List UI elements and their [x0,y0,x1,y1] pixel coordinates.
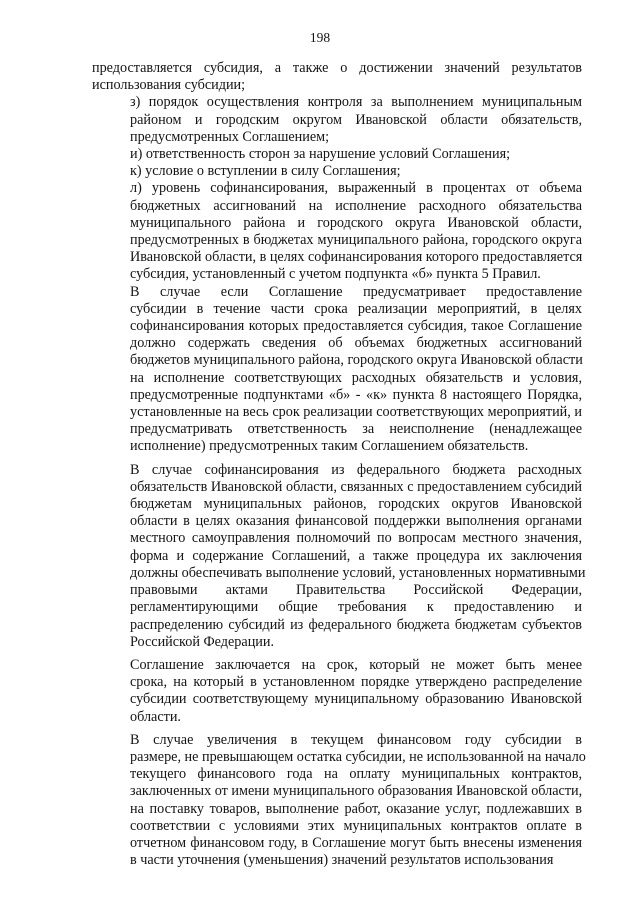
text-line: соответствии с условиями этих муниципальных контрактов оплате в [130,817,582,834]
text-line: В случае если Соглашение предусматривает предоставление [130,283,582,300]
paragraph [92,60,582,94]
text-line: районом и городским округом Ивановской области обязательств, [130,111,582,128]
paragraph [92,657,582,726]
text-line: В случае софинансирования из федерального бюджета расходных [130,461,582,478]
page-number: 198 [309,30,331,45]
text-line: муниципального района и городского округа Ивановской области, [130,214,582,231]
text-line: предусмотренных Соглашением; [130,128,330,145]
text-line: на исполнение соответствующих расходных обязательств и условия, [130,369,582,386]
text-line: форма и содержание Соглашений, а также процедура их заключения [130,547,582,564]
text-line: должны обеспечивать выполнение условий, установленных нормативными [130,564,586,581]
text-line: з) порядок осуществления контроля за выполнением муниципальным [130,94,582,111]
text-line: бюджетам муниципальных районов, городских округов Ивановской [130,496,582,513]
text-line: заключенных от имени муниципального образования Ивановской области, [130,783,583,800]
paragraph [92,163,582,180]
text-line: области. [130,708,181,725]
paragraph [92,146,582,163]
text-line: размере, не превышающем остатка субсидии, не использованной на начало [130,748,586,765]
text-line: регламентирующими общие требования к предоставлению и [130,599,582,616]
text-line: л) уровень софинансирования, выраженный в процентах от объема [130,180,582,197]
paragraph [92,180,582,283]
text-line: местного самоуправления полномочий по вопросам местного значения, [130,530,582,547]
text-line: бюджетных ассигнований на исполнение расходного обязательства [130,197,582,214]
text-line: предусматривать ответственность за неисполнение (ненадлежащее [130,421,582,438]
paragraph [92,94,582,146]
document-body [92,60,586,869]
text-line: предусмотренные подпунктами «б» - «к» пункта 8 настоящего Порядка, [130,386,582,403]
text-line: софинансирования которых предоставляется субсидия, такое Соглашение [130,318,582,335]
paragraph [92,461,586,651]
text-line: субсидия, установленный с учетом подпункта «б» пункта 5 Правил. [130,266,541,283]
text-line: срока, на который в установленном порядке утверждено распределение [130,674,582,691]
text-line: исполнение) предусмотренных таким Соглашением обязательств. [130,438,529,455]
text-line: установленные на весь срок реализации соответствующих мероприятий, и [130,404,582,421]
text-line: предусмотренных в бюджетах муниципального района, городского округа [130,232,582,249]
text-line: в части уточнения (уменьшения) значений результатов использования [130,852,554,869]
text-line: к) условие о вступлении в силу Соглашения; [130,163,401,180]
text-line: Соглашение заключается на срок, который не может быть менее [130,656,582,673]
text-line: правовыми актами Правительства Российской Федерации, [130,582,582,599]
text-line: бюджетов муниципального района, городского округа Ивановской области [130,352,583,369]
text-line: субсидии в течение части срока реализации мероприятий, в целях [130,300,582,317]
text-line: области в целях оказания финансовой поддержки выполнения органами [130,513,582,530]
text-line: и) ответственность сторон за нарушение условий Соглашения; [130,146,511,163]
text-line: отчетном финансовом году, в Соглашение могут быть внесены изменения [130,834,582,851]
text-line: использования субсидии; [92,77,246,94]
text-line: должно содержать сведения об объемах бюджетных ассигнований [130,335,582,352]
text-line: предоставляется субсидия, а также о достижении значений результатов [92,60,582,76]
text-line: Ивановской области, в целях софинансирования которого предоставляется [130,249,583,266]
paragraph [92,731,586,870]
text-line: распределению субсидий из федерального бюджета бюджетам субъектов [130,616,582,633]
text-line: субсидии соответствующему муниципальному образованию Ивановской [130,691,582,708]
text-line: В случае увеличения в текущем финансовом году субсидии в [130,731,582,748]
paragraph [92,284,582,456]
text-line: обязательств Ивановской области, связанных с предоставлением субсидий [130,478,582,495]
text-line: Российской Федерации. [130,633,275,650]
text-line: текущего финансового года на оплату муниципальных контрактов, [130,766,582,783]
text-line: на поставку товаров, выполнение работ, оказание услуг, подлежавших в [130,800,582,817]
